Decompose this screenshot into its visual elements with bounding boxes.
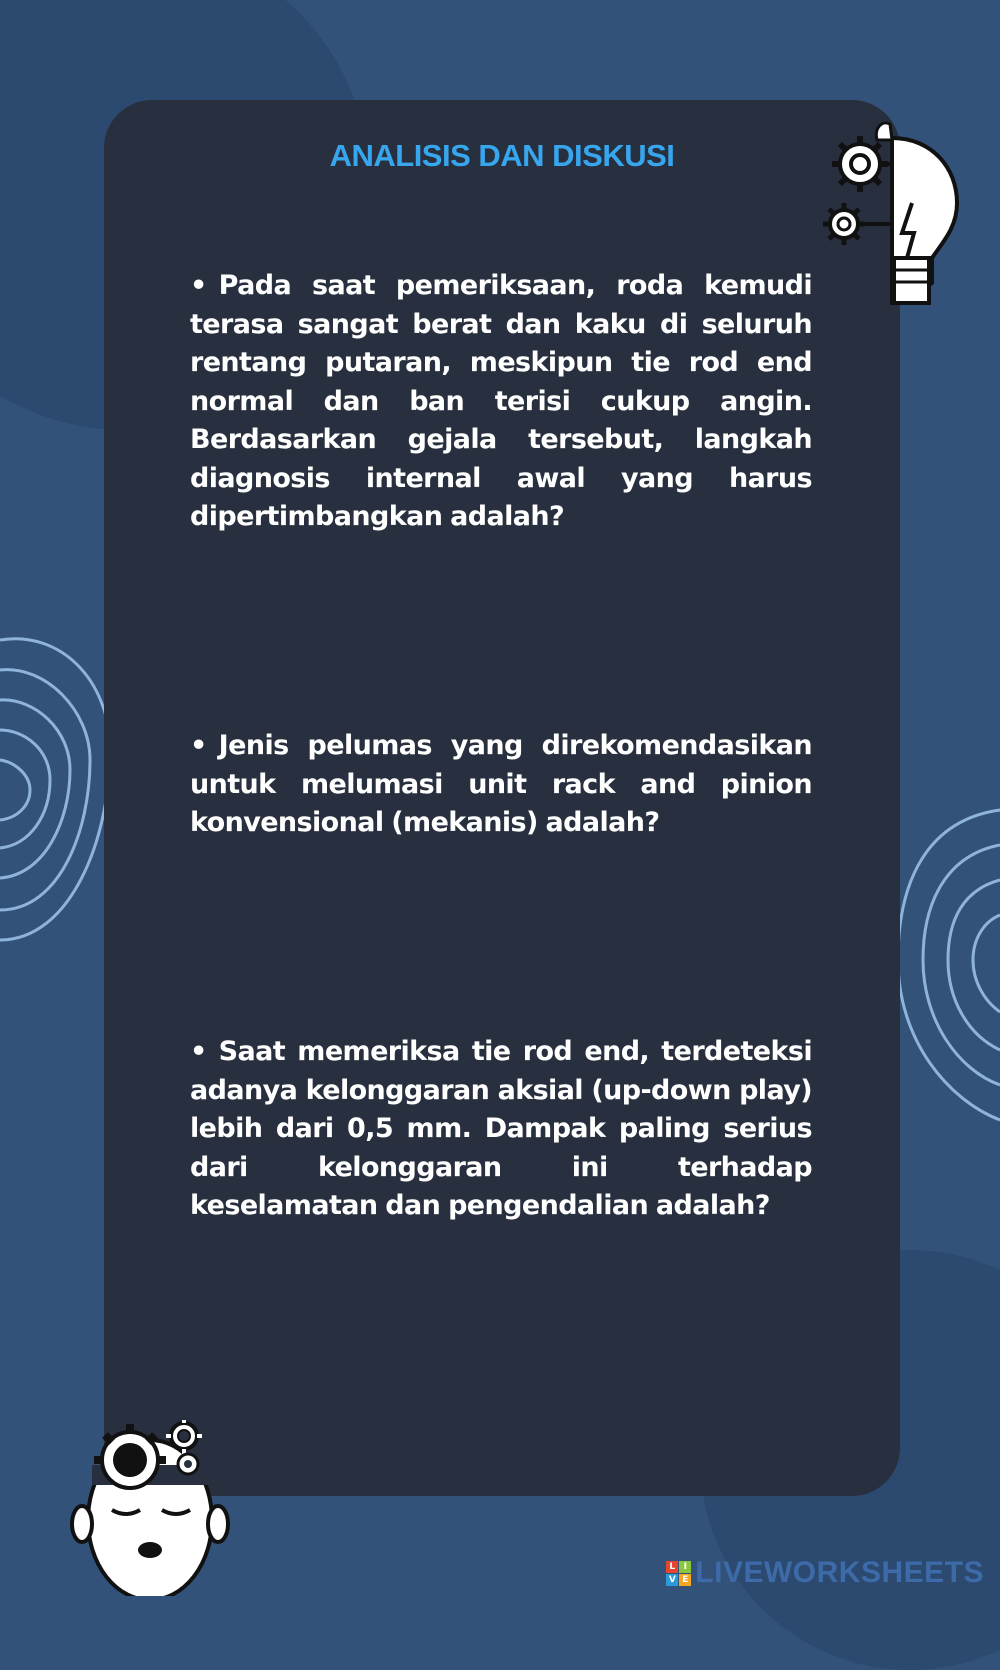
- question-2-text: Jenis pelumas yang direkomendasikan untuk melumasi unit rack and pinion konvensional (mekanis) adalah?: [190, 730, 812, 838]
- logo-letter: E: [679, 1574, 691, 1586]
- head-gears-icon: [68, 1420, 238, 1596]
- question-2: [190, 727, 812, 843]
- logo-letter: L: [666, 1561, 678, 1573]
- bullet: •: [190, 730, 207, 761]
- page-title: ANALISIS DAN DISKUSI: [329, 138, 675, 173]
- bullet: •: [190, 1036, 207, 1067]
- contour-decoration-right: [898, 800, 1000, 1130]
- liveworksheets-logo-icon: [666, 1561, 691, 1586]
- watermark-text: LIVEWORKSHEETS: [695, 1556, 984, 1589]
- bullet: •: [190, 270, 207, 301]
- liveworksheets-watermark: [666, 1556, 984, 1590]
- question-3-text: Saat memeriksa tie rod end, terdeteksi adanya kelonggaran aksial (up-down play) lebih dari 0,5 mm. Dampak paling serius dari kelonggaran ini terhadap keselamatan dan pengendalian adalah?: [190, 1036, 812, 1221]
- question-1-text: Pada saat pemeriksaan, roda kemudi terasa sangat berat dan kaku di seluruh rentang putaran, meskipun tie rod end normal dan ban terisi cukup angin. Berdasarkan gejala tersebut, langkah diagnosis internal awal yang harus dipertimbangkan adalah?: [190, 270, 812, 532]
- logo-letter: V: [666, 1574, 678, 1586]
- logo-letter: I: [679, 1561, 691, 1573]
- lightbulb-gears-icon: [822, 118, 962, 318]
- question-1: [190, 267, 812, 537]
- question-3: [190, 1033, 812, 1226]
- contour-decoration-left: [0, 620, 110, 960]
